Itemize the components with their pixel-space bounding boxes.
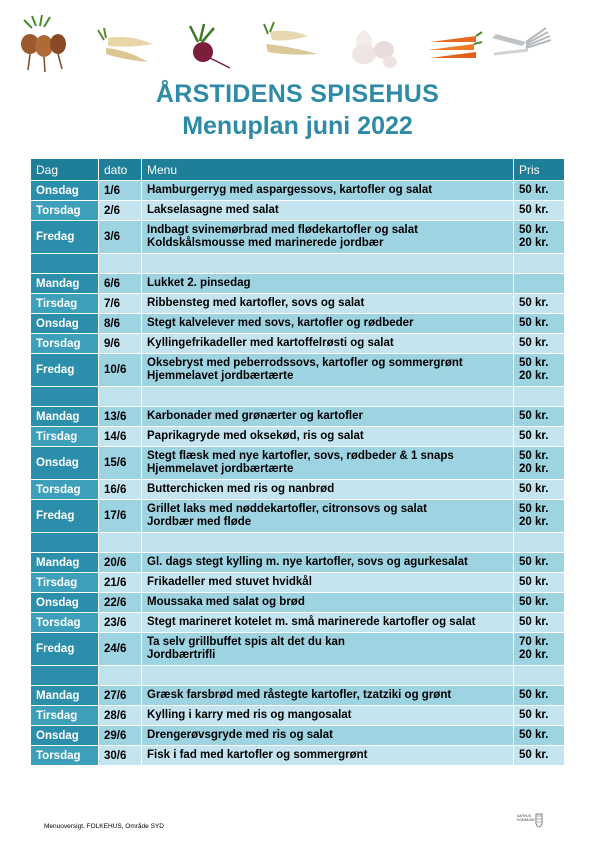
separator-row xyxy=(31,387,565,407)
table-row xyxy=(31,354,565,387)
day-cell: Tirsdag xyxy=(31,573,99,593)
price-text: 50 kr. xyxy=(519,297,549,309)
date-cell: 13/6 xyxy=(99,407,142,427)
menu-item-text: Kyllingefrikadeller med kartoffelrøsti og salat xyxy=(147,337,394,349)
price-text: 50 kr. xyxy=(519,749,549,761)
vegetable-decoration-strip xyxy=(18,14,578,74)
menu-item-text: Oksebryst med peberrodssovs, kartofler og sommergrønt xyxy=(147,357,463,369)
table-row xyxy=(31,427,565,447)
day-cell: Mandag xyxy=(31,686,99,706)
price-cell xyxy=(514,201,565,221)
date-cell: 17/6 xyxy=(99,500,142,533)
table-row xyxy=(31,726,565,746)
day-cell: Torsdag xyxy=(31,613,99,633)
day-cell: Fredag xyxy=(31,221,99,254)
price-text: 50 kr. xyxy=(519,337,549,349)
price-cell xyxy=(514,294,565,314)
logo-text: AARHUS xyxy=(517,814,532,818)
date-cell: 16/6 xyxy=(99,480,142,500)
parsnip-image xyxy=(98,28,153,62)
day-cell: Fredag xyxy=(31,500,99,533)
day-cell: Tirsdag xyxy=(31,706,99,726)
day-cell: Torsdag xyxy=(31,201,99,221)
table-row xyxy=(31,314,565,334)
day-cell: Torsdag xyxy=(31,480,99,500)
menu-item-text: Stegt marineret kotelet m. små marinerede kartofler og salat xyxy=(147,616,476,628)
menu-cell xyxy=(142,686,514,706)
menu-cell xyxy=(142,746,514,766)
date-cell: 8/6 xyxy=(99,314,142,334)
menu-item-text: Moussaka med salat og brød xyxy=(147,596,305,608)
price-text: 50 kr. xyxy=(519,357,549,369)
menu-item-text: Hjemmelavet jordbærtærte xyxy=(147,463,294,475)
table-row xyxy=(31,686,565,706)
price-text: 50 kr. xyxy=(519,430,549,442)
menu-cell xyxy=(142,480,514,500)
day-cell: Onsdag xyxy=(31,181,99,201)
menu-item-text: Jordbær med fløde xyxy=(147,516,252,528)
menu-cell xyxy=(142,274,514,294)
menu-item-text: Koldskålsmousse med marinerede jordbær xyxy=(147,237,384,249)
table-row xyxy=(31,201,565,221)
date-cell: 22/6 xyxy=(99,593,142,613)
separator-cell xyxy=(99,533,142,553)
separator-cell xyxy=(514,254,565,274)
day-cell: Onsdag xyxy=(31,726,99,746)
separator-cell xyxy=(99,254,142,274)
separator-row xyxy=(31,533,565,553)
menu-cell xyxy=(142,314,514,334)
menu-item-text: Stegt kalvelever med sovs, kartofler og rødbeder xyxy=(147,317,414,329)
price-text: 50 kr. xyxy=(519,576,549,588)
menu-item-text: Ribbensteg med kartofler, sovs og salat xyxy=(147,297,365,309)
menu-item-text: Gl. dags stegt kylling m. nye kartofler, sovs og agurkesalat xyxy=(147,556,468,568)
separator-cell xyxy=(142,666,514,686)
page-subtitle: Menuplan juni 2022 xyxy=(182,112,413,140)
table-row xyxy=(31,613,565,633)
menu-item-text: Græsk farsbrød med råstegte kartofler, tzatziki og grønt xyxy=(147,689,452,701)
price-cell xyxy=(514,633,565,666)
menu-cell xyxy=(142,593,514,613)
menu-item-text: Kylling i karry med ris og mangosalat xyxy=(147,709,352,721)
menu-table-body xyxy=(31,181,565,766)
menu-item-text: Indbagt svinemørbrad med flødekartofler og salat xyxy=(147,224,418,236)
price-text: 50 kr. xyxy=(519,596,549,608)
menu-item-text: Stegt flæsk med nye kartofler, sovs, rødbeder & 1 snaps xyxy=(147,450,454,462)
price-cell xyxy=(514,500,565,533)
table-row xyxy=(31,334,565,354)
table-header-row xyxy=(31,159,565,181)
svg-text:KOMMUNE: KOMMUNE xyxy=(517,818,535,822)
price-text: 50 kr. xyxy=(519,556,549,568)
price-text: 50 kr. xyxy=(519,317,549,329)
day-cell: Fredag xyxy=(31,354,99,387)
separator-cell xyxy=(31,533,99,553)
date-cell: 3/6 xyxy=(99,221,142,254)
date-cell: 9/6 xyxy=(99,334,142,354)
day-cell: Tirsdag xyxy=(31,427,99,447)
price-cell xyxy=(514,726,565,746)
price-text: 50 kr. xyxy=(519,709,549,721)
date-cell: 29/6 xyxy=(99,726,142,746)
day-cell: Mandag xyxy=(31,407,99,427)
separator-cell xyxy=(514,387,565,407)
price-cell xyxy=(514,354,565,387)
menu-item-text: Ta selv grillbuffet spis alt det du kan xyxy=(147,636,345,648)
price-cell xyxy=(514,427,565,447)
menu-cell xyxy=(142,427,514,447)
menu-table xyxy=(30,158,565,766)
menu-cell xyxy=(142,354,514,387)
date-cell: 10/6 xyxy=(99,354,142,387)
price-text: 70 kr. xyxy=(519,636,549,648)
separator-cell xyxy=(142,387,514,407)
date-cell: 30/6 xyxy=(99,746,142,766)
day-cell: Onsdag xyxy=(31,593,99,613)
table-row xyxy=(31,500,565,533)
day-cell: Fredag xyxy=(31,633,99,666)
column-header-date: dato xyxy=(99,159,142,181)
menu-cell xyxy=(142,334,514,354)
table-row xyxy=(31,221,565,254)
price-cell xyxy=(514,480,565,500)
column-header-price: Pris xyxy=(514,159,565,181)
separator-cell xyxy=(142,533,514,553)
menu-item-text: Fisk i fad med kartofler og sommergrønt xyxy=(147,749,368,761)
day-cell: Mandag xyxy=(31,553,99,573)
price-cell xyxy=(514,593,565,613)
table-row xyxy=(31,633,565,666)
price-text: 50 kr. xyxy=(519,503,549,515)
page-title: ÅRSTIDENS SPISEHUS xyxy=(155,80,440,108)
price-cell xyxy=(514,181,565,201)
separator-cell xyxy=(142,254,514,274)
separator-row xyxy=(31,666,565,686)
separator-cell xyxy=(99,387,142,407)
menu-cell xyxy=(142,181,514,201)
menu-cell xyxy=(142,201,514,221)
day-cell: Torsdag xyxy=(31,334,99,354)
menu-item-text: Drengerøvsgryde med ris og salat xyxy=(147,729,333,741)
table-row xyxy=(31,407,565,427)
table-row xyxy=(31,746,565,766)
price-cell xyxy=(514,447,565,480)
separator-cell xyxy=(514,666,565,686)
separator-cell xyxy=(514,533,565,553)
menu-cell xyxy=(142,553,514,573)
menu-item-text: Grillet laks med nøddekartofler, citronsovs og salat xyxy=(147,503,427,515)
menu-item-text: Hamburgerryg med aspargessovs, kartofler og salat xyxy=(147,184,433,196)
date-cell: 14/6 xyxy=(99,427,142,447)
beets-image xyxy=(21,15,66,72)
price-text: 50 kr. xyxy=(519,184,549,196)
price-cell xyxy=(514,613,565,633)
column-header-menu: Menu xyxy=(142,159,514,181)
carrots-image xyxy=(428,32,482,58)
price-text: 20 kr. xyxy=(519,237,549,249)
garlic-image xyxy=(352,30,397,68)
footer-text: Menuoversigt, FOLKEHUS, Område SYD xyxy=(44,823,164,830)
price-cell xyxy=(514,314,565,334)
date-cell: 20/6 xyxy=(99,553,142,573)
day-cell: Mandag xyxy=(31,274,99,294)
separator-cell xyxy=(31,666,99,686)
separator-cell xyxy=(99,666,142,686)
price-cell xyxy=(514,274,565,294)
table-row xyxy=(31,480,565,500)
table-row xyxy=(31,447,565,480)
menu-cell xyxy=(142,633,514,666)
aarhus-kommune-logo xyxy=(505,810,545,834)
price-cell xyxy=(514,221,565,254)
date-cell: 28/6 xyxy=(99,706,142,726)
price-text: 50 kr. xyxy=(519,410,549,422)
day-cell: Onsdag xyxy=(31,314,99,334)
fork-image xyxy=(492,28,551,54)
price-cell xyxy=(514,686,565,706)
price-text: 50 kr. xyxy=(519,616,549,628)
table-row xyxy=(31,553,565,573)
menu-cell xyxy=(142,447,514,480)
date-cell: 24/6 xyxy=(99,633,142,666)
menu-item-text: Frikadeller med stuvet hvidkål xyxy=(147,576,312,588)
menu-item-text: Lukket 2. pinsedag xyxy=(147,277,251,289)
table-row xyxy=(31,274,565,294)
menu-cell xyxy=(142,613,514,633)
table-row xyxy=(31,294,565,314)
menu-item-text: Hjemmelavet jordbærtærte xyxy=(147,370,294,382)
price-cell xyxy=(514,573,565,593)
price-text: 50 kr. xyxy=(519,729,549,741)
price-cell xyxy=(514,706,565,726)
menu-cell xyxy=(142,573,514,593)
menu-cell xyxy=(142,500,514,533)
price-text: 50 kr. xyxy=(519,483,549,495)
price-text: 20 kr. xyxy=(519,463,549,475)
date-cell: 2/6 xyxy=(99,201,142,221)
table-row xyxy=(31,181,565,201)
price-text: 50 kr. xyxy=(519,224,549,236)
date-cell: 23/6 xyxy=(99,613,142,633)
price-text: 20 kr. xyxy=(519,649,549,661)
menu-item-text: Karbonader med grønærter og kartofler xyxy=(147,410,363,422)
menu-item-text: Lakselasagne med salat xyxy=(147,204,279,216)
date-cell: 6/6 xyxy=(99,274,142,294)
date-cell: 1/6 xyxy=(99,181,142,201)
separator-cell xyxy=(31,387,99,407)
price-cell xyxy=(514,407,565,427)
table-row xyxy=(31,593,565,613)
menu-item-text: Paprikagryde med oksekød, ris og salat xyxy=(147,430,364,442)
menu-cell xyxy=(142,407,514,427)
menu-cell xyxy=(142,726,514,746)
price-cell xyxy=(514,746,565,766)
price-cell xyxy=(514,553,565,573)
radish-image xyxy=(190,24,230,68)
price-text: 50 kr. xyxy=(519,204,549,216)
separator-row xyxy=(31,254,565,274)
price-text: 50 kr. xyxy=(519,689,549,701)
menu-cell xyxy=(142,706,514,726)
menu-item-text: Jordbærtrifli xyxy=(147,649,216,661)
parsley-root-image xyxy=(264,22,318,55)
date-cell: 15/6 xyxy=(99,447,142,480)
menu-item-text: Butterchicken med ris og nanbrød xyxy=(147,483,335,495)
date-cell: 21/6 xyxy=(99,573,142,593)
price-text: 20 kr. xyxy=(519,370,549,382)
day-cell: Onsdag xyxy=(31,447,99,480)
separator-cell xyxy=(31,254,99,274)
day-cell: Torsdag xyxy=(31,746,99,766)
date-cell: 7/6 xyxy=(99,294,142,314)
table-row xyxy=(31,706,565,726)
date-cell: 27/6 xyxy=(99,686,142,706)
price-text: 50 kr. xyxy=(519,450,549,462)
price-text: 20 kr. xyxy=(519,516,549,528)
day-cell: Tirsdag xyxy=(31,294,99,314)
menu-cell xyxy=(142,294,514,314)
column-header-day: Dag xyxy=(31,159,99,181)
table-row xyxy=(31,573,565,593)
menu-cell xyxy=(142,221,514,254)
price-cell xyxy=(514,334,565,354)
